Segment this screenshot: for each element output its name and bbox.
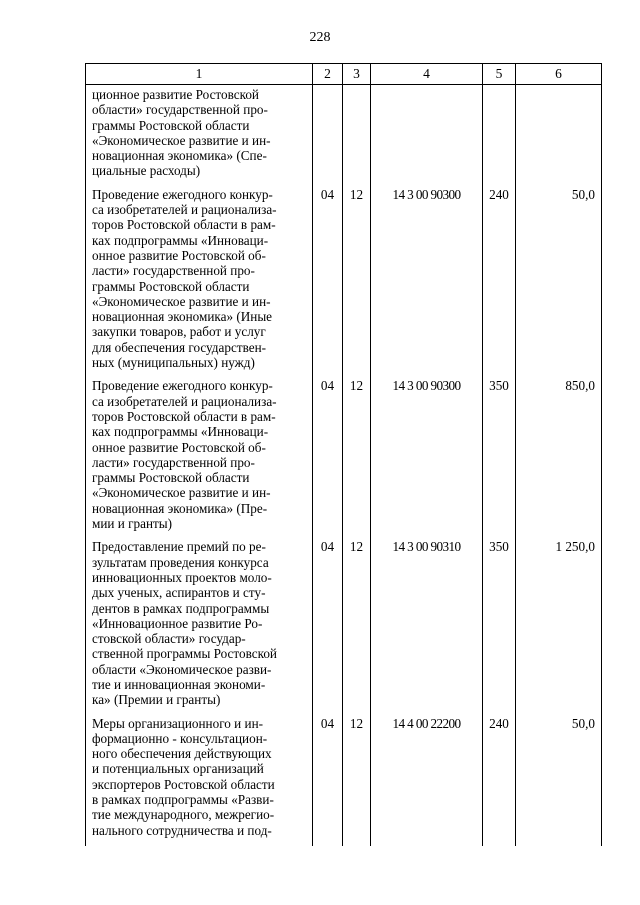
description-line: ка» (Премии и гранты) [92,692,221,708]
description-line: Меры организационного и ин- [92,715,264,731]
description-line: «Инновационное развитие Ро- [92,615,263,631]
row-target-code: 14 3 00 90300 [371,378,483,539]
row-section: 04 [313,187,343,379]
description-line: новационная экономика» (Пре- [92,500,268,516]
table-row [86,85,602,187]
row-description [86,378,313,539]
description-line: ласти» государственной про- [92,263,255,279]
description-line: мии и гранты) [92,516,173,532]
description-line: са изобретателей и рационализа- [92,393,277,409]
description-line: граммы Ростовской области [92,470,250,486]
row-subsection: 12 [343,187,371,379]
page-number: 228 [309,30,331,45]
description-line: граммы Ростовской области [92,117,250,133]
row-amount [516,85,602,187]
row-expense-type [483,85,516,187]
description-line: для обеспечения государствен- [92,339,267,355]
description-line: Проведение ежегодного конкур- [92,378,273,394]
description-line: граммы Ростовской области [92,278,250,294]
description-line: торов Ростовской области в рам- [92,217,276,233]
description-line: области» государственной про- [92,102,268,118]
row-section: 04 [313,539,343,715]
description-line: дентов в рамках подпрограммы [92,600,270,616]
description-line: ках подпрограммы «Инноваци- [92,424,269,440]
row-target-code: 14 3 00 90300 [371,187,483,379]
description-line: онное развитие Ростовской об- [92,439,266,455]
table-header-row [86,64,602,85]
table-row [86,187,602,379]
row-amount: 850,0 [516,378,602,539]
description-line: тие и инновационная экономи- [92,676,266,692]
row-target-code [371,85,483,187]
row-section: 04 [313,378,343,539]
description-line: тие международного, межрегио- [92,807,275,823]
description-line: ционное развитие Ростовской [92,87,259,102]
row-description [86,716,313,846]
row-expense-type: 240 [483,187,516,379]
row-expense-type: 240 [483,716,516,846]
description-line: в рамках подпрограммы «Разви- [92,792,274,808]
budget-table [85,63,602,846]
description-line: «Экономическое развитие и ин- [92,485,271,501]
row-expense-type: 350 [483,378,516,539]
description-line: новационная экономика» (Иные [92,309,273,325]
description-line: ственной программы Ростовской [92,646,277,662]
column-header-5: 5 [483,64,516,85]
row-subsection [343,85,371,187]
description-line: и потенциальных организаций [92,761,264,777]
description-line: зультатам проведения конкурса [92,554,269,570]
row-expense-type: 350 [483,539,516,715]
description-line: стовской области» государ- [92,631,246,647]
description-line: новационная экономика» (Спе- [92,148,267,164]
table-row [86,539,602,715]
description-line: са изобретателей и рационализа- [92,202,277,218]
row-section: 04 [313,716,343,846]
description-line: ласти» государственной про- [92,454,255,470]
description-line: области «Экономическое разви- [92,661,272,677]
table-row [86,378,602,539]
description-line: дых ученых, аспирантов и сту- [92,585,266,601]
column-header-1: 1 [86,64,313,85]
row-amount: 50,0 [516,187,602,379]
description-line: циальные расходы) [92,163,201,179]
row-description [86,187,313,379]
description-line: формационно - консультацион- [92,730,268,746]
table-body [86,85,602,846]
row-target-code: 14 3 00 90310 [371,539,483,715]
description-line: торов Ростовской области в рам- [92,408,276,424]
description-line: ного обеспечения действующих [92,746,272,762]
description-line: «Экономическое развитие и ин- [92,293,271,309]
description-line: ных (муниципальных) нужд) [92,355,255,371]
row-amount: 50,0 [516,716,602,846]
column-header-4: 4 [371,64,483,85]
row-subsection: 12 [343,378,371,539]
column-header-6: 6 [516,64,602,85]
column-header-3: 3 [343,64,371,85]
table-row [86,716,602,846]
row-description [86,539,313,715]
column-header-2: 2 [313,64,343,85]
row-amount: 1 250,0 [516,539,602,715]
description-line: Предоставление премий по ре- [92,539,266,555]
description-line: инновационных проектов моло- [92,569,272,585]
description-line: Проведение ежегодного конкур- [92,186,273,202]
row-subsection: 12 [343,716,371,846]
description-line: экспортеров Ростовской области [92,776,275,792]
row-target-code: 14 4 00 22200 [371,716,483,846]
description-line: «Экономическое развитие и ин- [92,132,271,148]
description-line: закупки товаров, работ и услуг [92,324,266,340]
description-line: ках подпрограммы «Инноваци- [92,232,269,248]
row-subsection: 12 [343,539,371,715]
row-section [313,85,343,187]
description-line: онное развитие Ростовской об- [92,247,266,263]
description-line: нального сотрудничества и под- [92,822,272,838]
row-description [86,85,313,187]
